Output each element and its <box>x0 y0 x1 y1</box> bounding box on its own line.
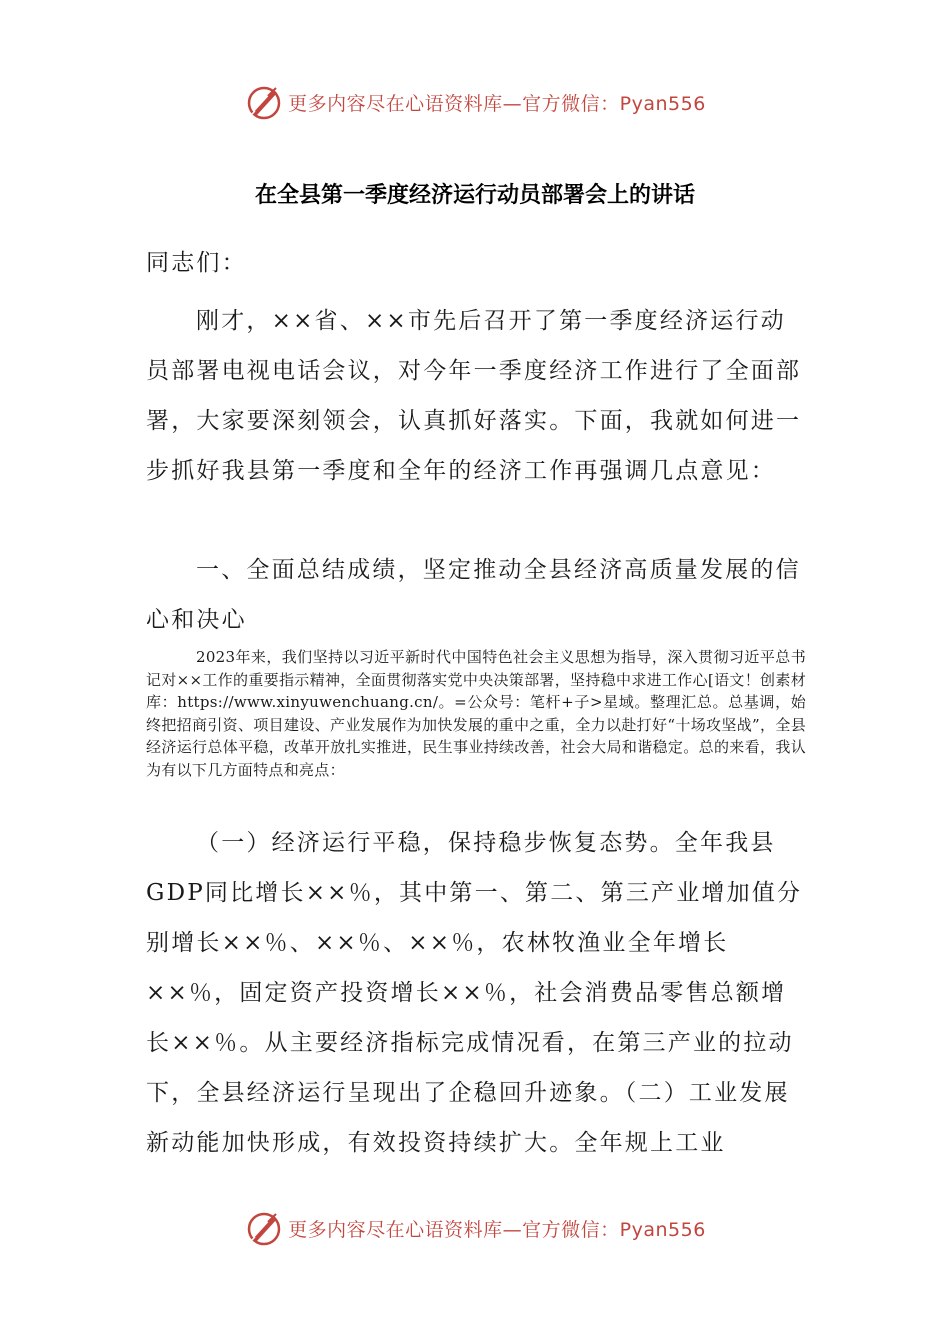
watermark-text: 更多内容尽在心语资料库—官方微信：Pyan556 <box>288 1218 706 1241</box>
footer-watermark-banner <box>0 1206 950 1250</box>
greeting: 同志们： <box>146 250 247 276</box>
watermark-text: 更多内容尽在心语资料库—官方微信：Pyan556 <box>288 92 706 115</box>
section-body-small: 2023年来，我们坚持以习近平新时代中国特色社会主义思想为指导，深入贯彻习近平总书记对××工作的重要指示精神，全面贯彻落实党中央决策部署，坚持稳中求进工作心[语文！创素材库：https://www.xinyuwenchuang.cn/。=公众号：笔杆+子>星域。整理汇总。总基调，始终把招商引资、项目建设、产业发展作为加快发展的重中之重，全力以赴打好“十场攻坚战”，全县经济运行总体平稳，改革开放扎实推进，民生事业持续改善，社会大局和谐稳定。总的来看，我认为有以下几方面特点和亮点： <box>146 648 806 779</box>
quill-logo-icon <box>244 1208 284 1248</box>
quill-logo-icon <box>244 82 284 122</box>
intro-paragraph: 刚才，××省、××市先后召开了第一季度经济运行动员部署电视电话会议，对今年一季度经济工作进行了全面部署，大家要深刻领会，认真抓好落实。下面，我就如何进一步抓好我县第一季度和全年的经济工作再强调几点意见： <box>146 308 802 484</box>
section-heading: 一、全面总结成绩，坚定推动全县经济高质量发展的信心和决心 <box>146 557 801 633</box>
document-title: 在全县第一季度经济运行动员部署会上的讲话 <box>254 183 695 208</box>
header-watermark-banner <box>0 80 950 124</box>
section-point-paragraph: （一）经济运行平稳，保持稳步恢复态势。全年我县GDP同比增长××％，其中第一、第二、第三产业增加值分别增长××％、××％、××％，农林牧渔业全年增长××％，固定资产投资增长××％，社会消费品零售总额增长××％。从主要经济指标完成情况看，在第三产业的拉动下，全县经济运行呈现出了企稳回升迹象。（二）工业发展新动能加快形成，有效投资持续扩大。全年规上工业 <box>146 830 803 1156</box>
